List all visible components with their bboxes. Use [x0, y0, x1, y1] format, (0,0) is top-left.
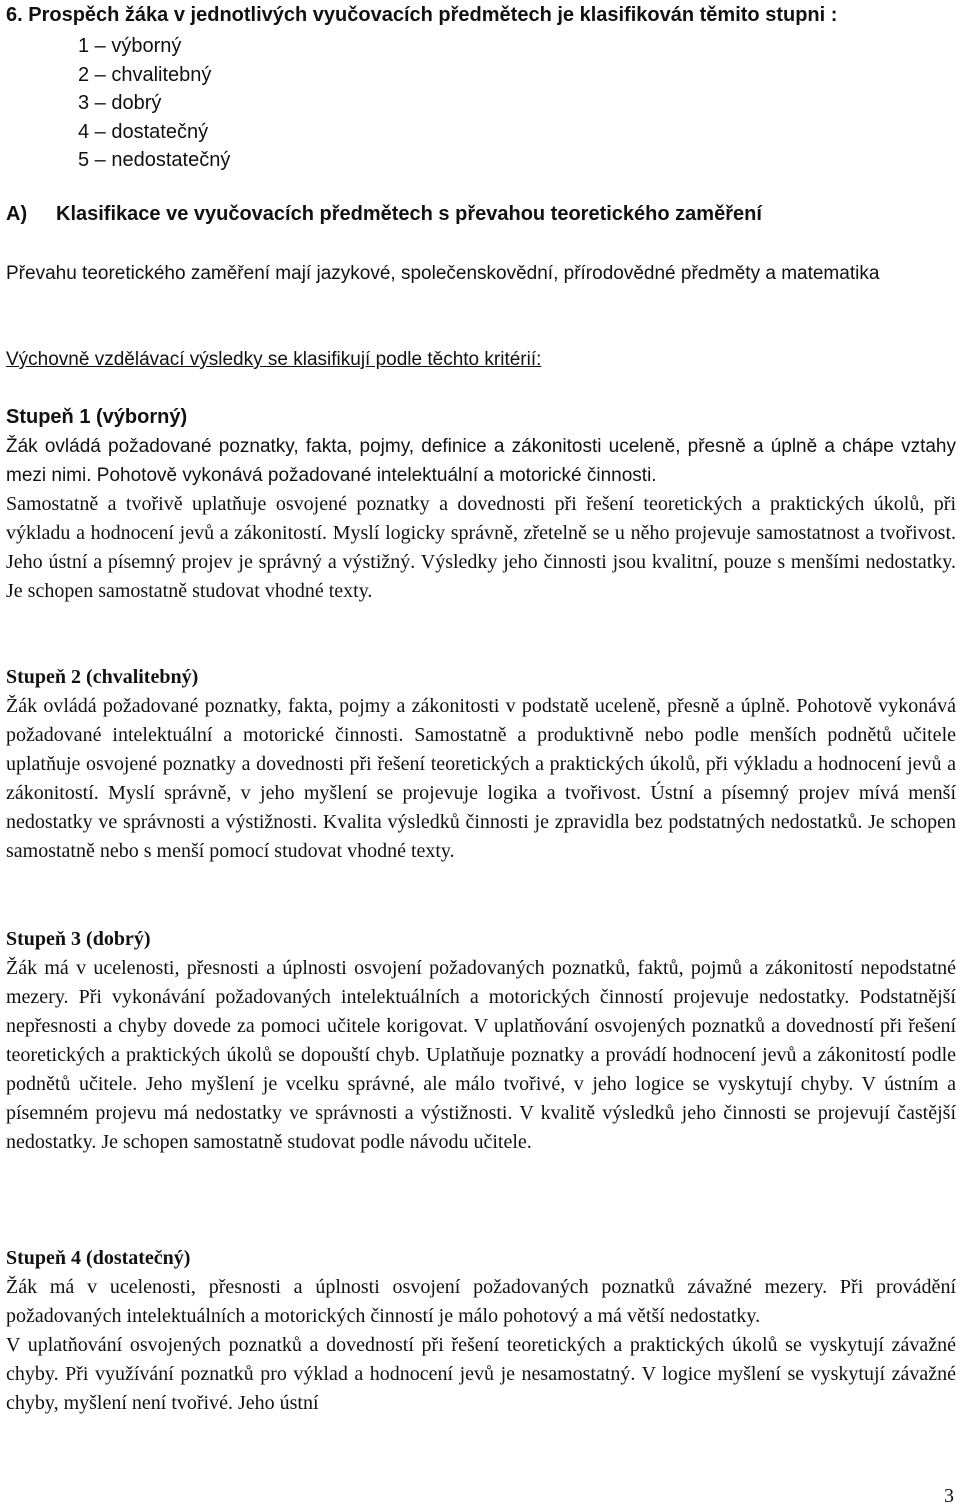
grade-1-title: Stupeň 1 (výborný)	[6, 406, 188, 428]
grade-2-paragraph: Žák ovládá požadované poznatky, fakta, pojmy a zákonitosti v podstatě uceleně, přesně a úplně. Pohotově vykonává požadované intelektuální a motorické činnosti. Samostatně a produktivně nebo podle menších podnětů učitele uplatňuje osvojené poznatky a dovednosti při řešení teoretických a praktických úkolů, při výkladu a hodnocení jevů a zákonitostí. Myslí správně, v jeho myšlení se projevuje logika a tvořivost. Ústní a písemný projev mívá menší nedostatky ve správnosti a výstižnosti. Kvalita výsledků činnosti je zpravidla bez podstatných nedostatků. Je schopen samostatně nebo s menší pomocí studovat vhodné texty.	[6, 695, 956, 862]
grade-4-paragraph: V uplatňování osvojených poznatků a dovedností při řešení teoretických a praktických úkolů se vyskytují závažné chyby. Při využívání poznatků pro výklad a hodnocení jevů je nesamostatný. V logice myšlení se vyskytují závažné chyby, myšlení není tvořivé. Jeho ústní	[6, 1334, 956, 1414]
grade-1-block	[6, 403, 956, 606]
grade-1-paragraph: Samostatně a tvořivě uplatňuje osvojené poznatky a dovednosti při řešení teoretických a praktických úkolů, při výkladu a hodnocení jevů a zákonitostí. Myslí logicky správně, zřetelně se u něho projevuje samostatnost a tvořivost. Jeho ústní a písemný projev je správný a výstižný. Výsledky jeho činnosti jsou kvalitní, pouze s menšími nedostatky. Je schopen samostatně studovat vhodné texty.	[6, 493, 956, 602]
grading-scale-list	[78, 32, 230, 175]
grade-4-title: Stupeň 4 (dostatečný)	[6, 1247, 191, 1269]
grade-3-block	[6, 925, 956, 1157]
part-a-heading	[6, 201, 762, 227]
grade-2-title: Stupeň 2 (chvalitebný)	[6, 666, 199, 688]
grade-2-block	[6, 663, 956, 866]
scale-item: 2 – chvalitebný	[78, 63, 212, 86]
grade-4-paragraph: Žák má v ucelenosti, přesnosti a úplnosti osvojení požadovaných poznatků závažné mezery. Při provádění požadovaných intelektuálních a motorických činností je málo pohotový a má větší nedostatky.	[6, 1276, 956, 1327]
scale-item: 1 – výborný	[78, 35, 182, 57]
part-a-title: Klasifikace ve vyučovacích předmětech s převahou teoretického zaměření	[56, 203, 762, 225]
grade-4-block	[6, 1244, 956, 1418]
grade-3-title: Stupeň 3 (dobrý)	[6, 928, 151, 950]
grade-1-paragraph: Žák ovládá požadované poznatky, fakta, pojmy, definice a zákonitosti uceleně, přesně a úplně a chápe vztahy mezi nimi. Pohotově vykonává požadované intelektuální a motorické činnosti.	[6, 436, 956, 486]
part-a-criteria: Výchovně vzdělávací výsledky se klasifikují podle těchto kritérií:	[6, 349, 542, 370]
grade-3-paragraph: Žák má v ucelenosti, přesnosti a úplnosti osvojení požadovaných poznatků, faktů, pojmů a zákonitostí nepodstatné mezery. Při vykonávání požadovaných intelektuálních a motorických činností projevuje nedostatky. Podstatnější nepřesnosti a chyby dovede za pomoci učitele korigovat. V uplatňování osvojených poznatků a dovedností při řešení teoretických a praktických úkolů se dopouští chyb. Uplatňuje poznatky a provádí hodnocení jevů a zákonitostí podle podnětů učitele. Jeho myšlení je vcelku správné, ale málo tvořivé, v jeho logice se vyskytují chyby. V ústním a písemném projevu má nedostatky ve správnosti a výstižnosti. V kvalitě výsledků jeho činnosti se projevují častější nedostatky. Je schopen samostatně studovat podle návodu učitele.	[6, 957, 956, 1153]
part-a-intro: Převahu teoretického zaměření mají jazykové, společenskovědní, přírodovědné předměty a matematika	[6, 263, 880, 284]
scale-item: 3 – dobrý	[78, 92, 162, 114]
scale-item: 5 – nedostatečný	[78, 149, 231, 171]
part-a-letter: A)	[6, 203, 28, 225]
scale-item: 4 – dostatečný	[78, 120, 209, 143]
page-number: 3	[944, 1485, 954, 1507]
section-heading: 6. Prospěch žáka v jednotlivých vyučovacích předmětech je klasifikován těmito stupni :	[6, 4, 838, 26]
